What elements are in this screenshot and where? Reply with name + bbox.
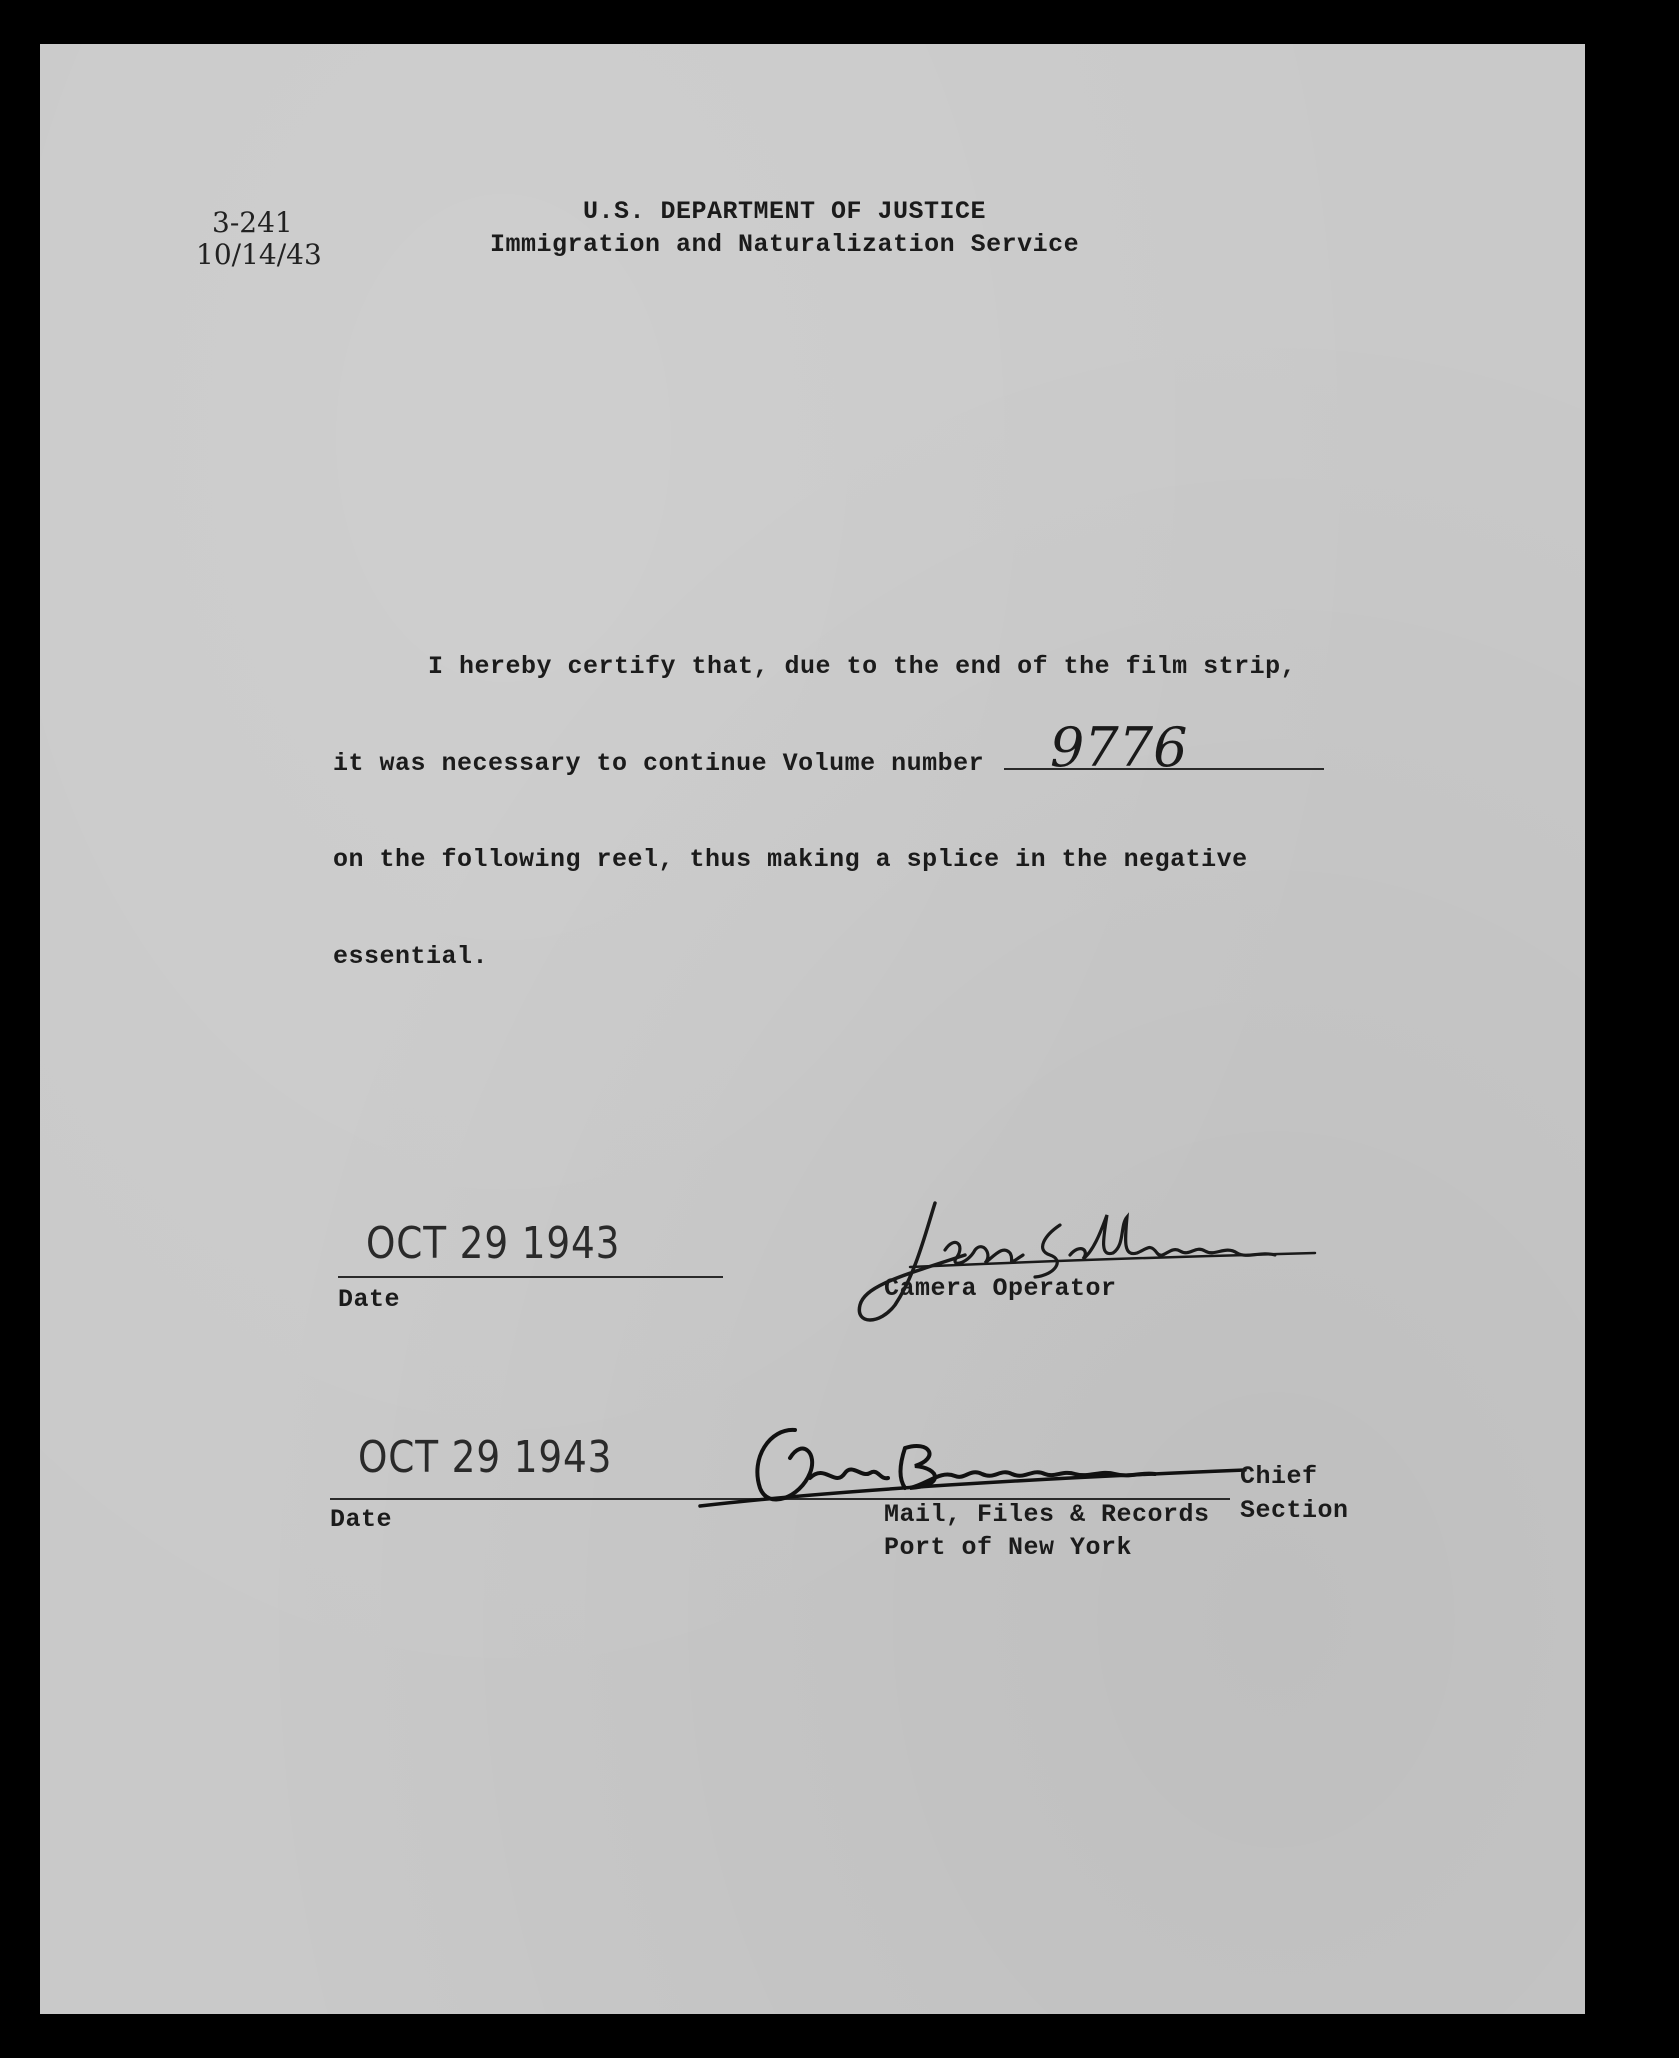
certification-line-2: it was necessary to continue Volume number bbox=[333, 749, 985, 778]
signature-camera-operator bbox=[845, 1195, 1345, 1335]
date-stamp-1: OCT 29 1943 bbox=[366, 1218, 621, 1269]
service-heading: Immigration and Naturalization Service bbox=[490, 230, 1080, 259]
department-heading: U.S. DEPARTMENT OF JUSTICE bbox=[583, 197, 987, 226]
title-camera-operator: Camera Operator bbox=[884, 1274, 1117, 1303]
document-page bbox=[40, 44, 1585, 2014]
date-rule-1 bbox=[338, 1276, 723, 1278]
certification-line-4: essential. bbox=[333, 942, 489, 971]
title-chief: Chief bbox=[1240, 1462, 1318, 1491]
form-date: 10/14/43 bbox=[196, 238, 322, 271]
volume-number-value: 9776 bbox=[1050, 716, 1188, 779]
date-stamp-2: OCT 29 1943 bbox=[358, 1432, 613, 1483]
title-section: Section bbox=[1240, 1496, 1349, 1525]
certification-line-3: on the following reel, thus making a splice in the negative bbox=[333, 845, 1248, 874]
form-number: 3-241 bbox=[212, 206, 293, 239]
date-label-2: Date bbox=[330, 1505, 393, 1534]
date-label-1: Date bbox=[338, 1285, 401, 1314]
certification-line-1: I hereby certify that, due to the end of the film strip, bbox=[428, 652, 1297, 681]
title-mail-files-records: Mail, Files & Records bbox=[884, 1500, 1210, 1529]
title-port-of-new-york: Port of New York bbox=[884, 1533, 1133, 1562]
